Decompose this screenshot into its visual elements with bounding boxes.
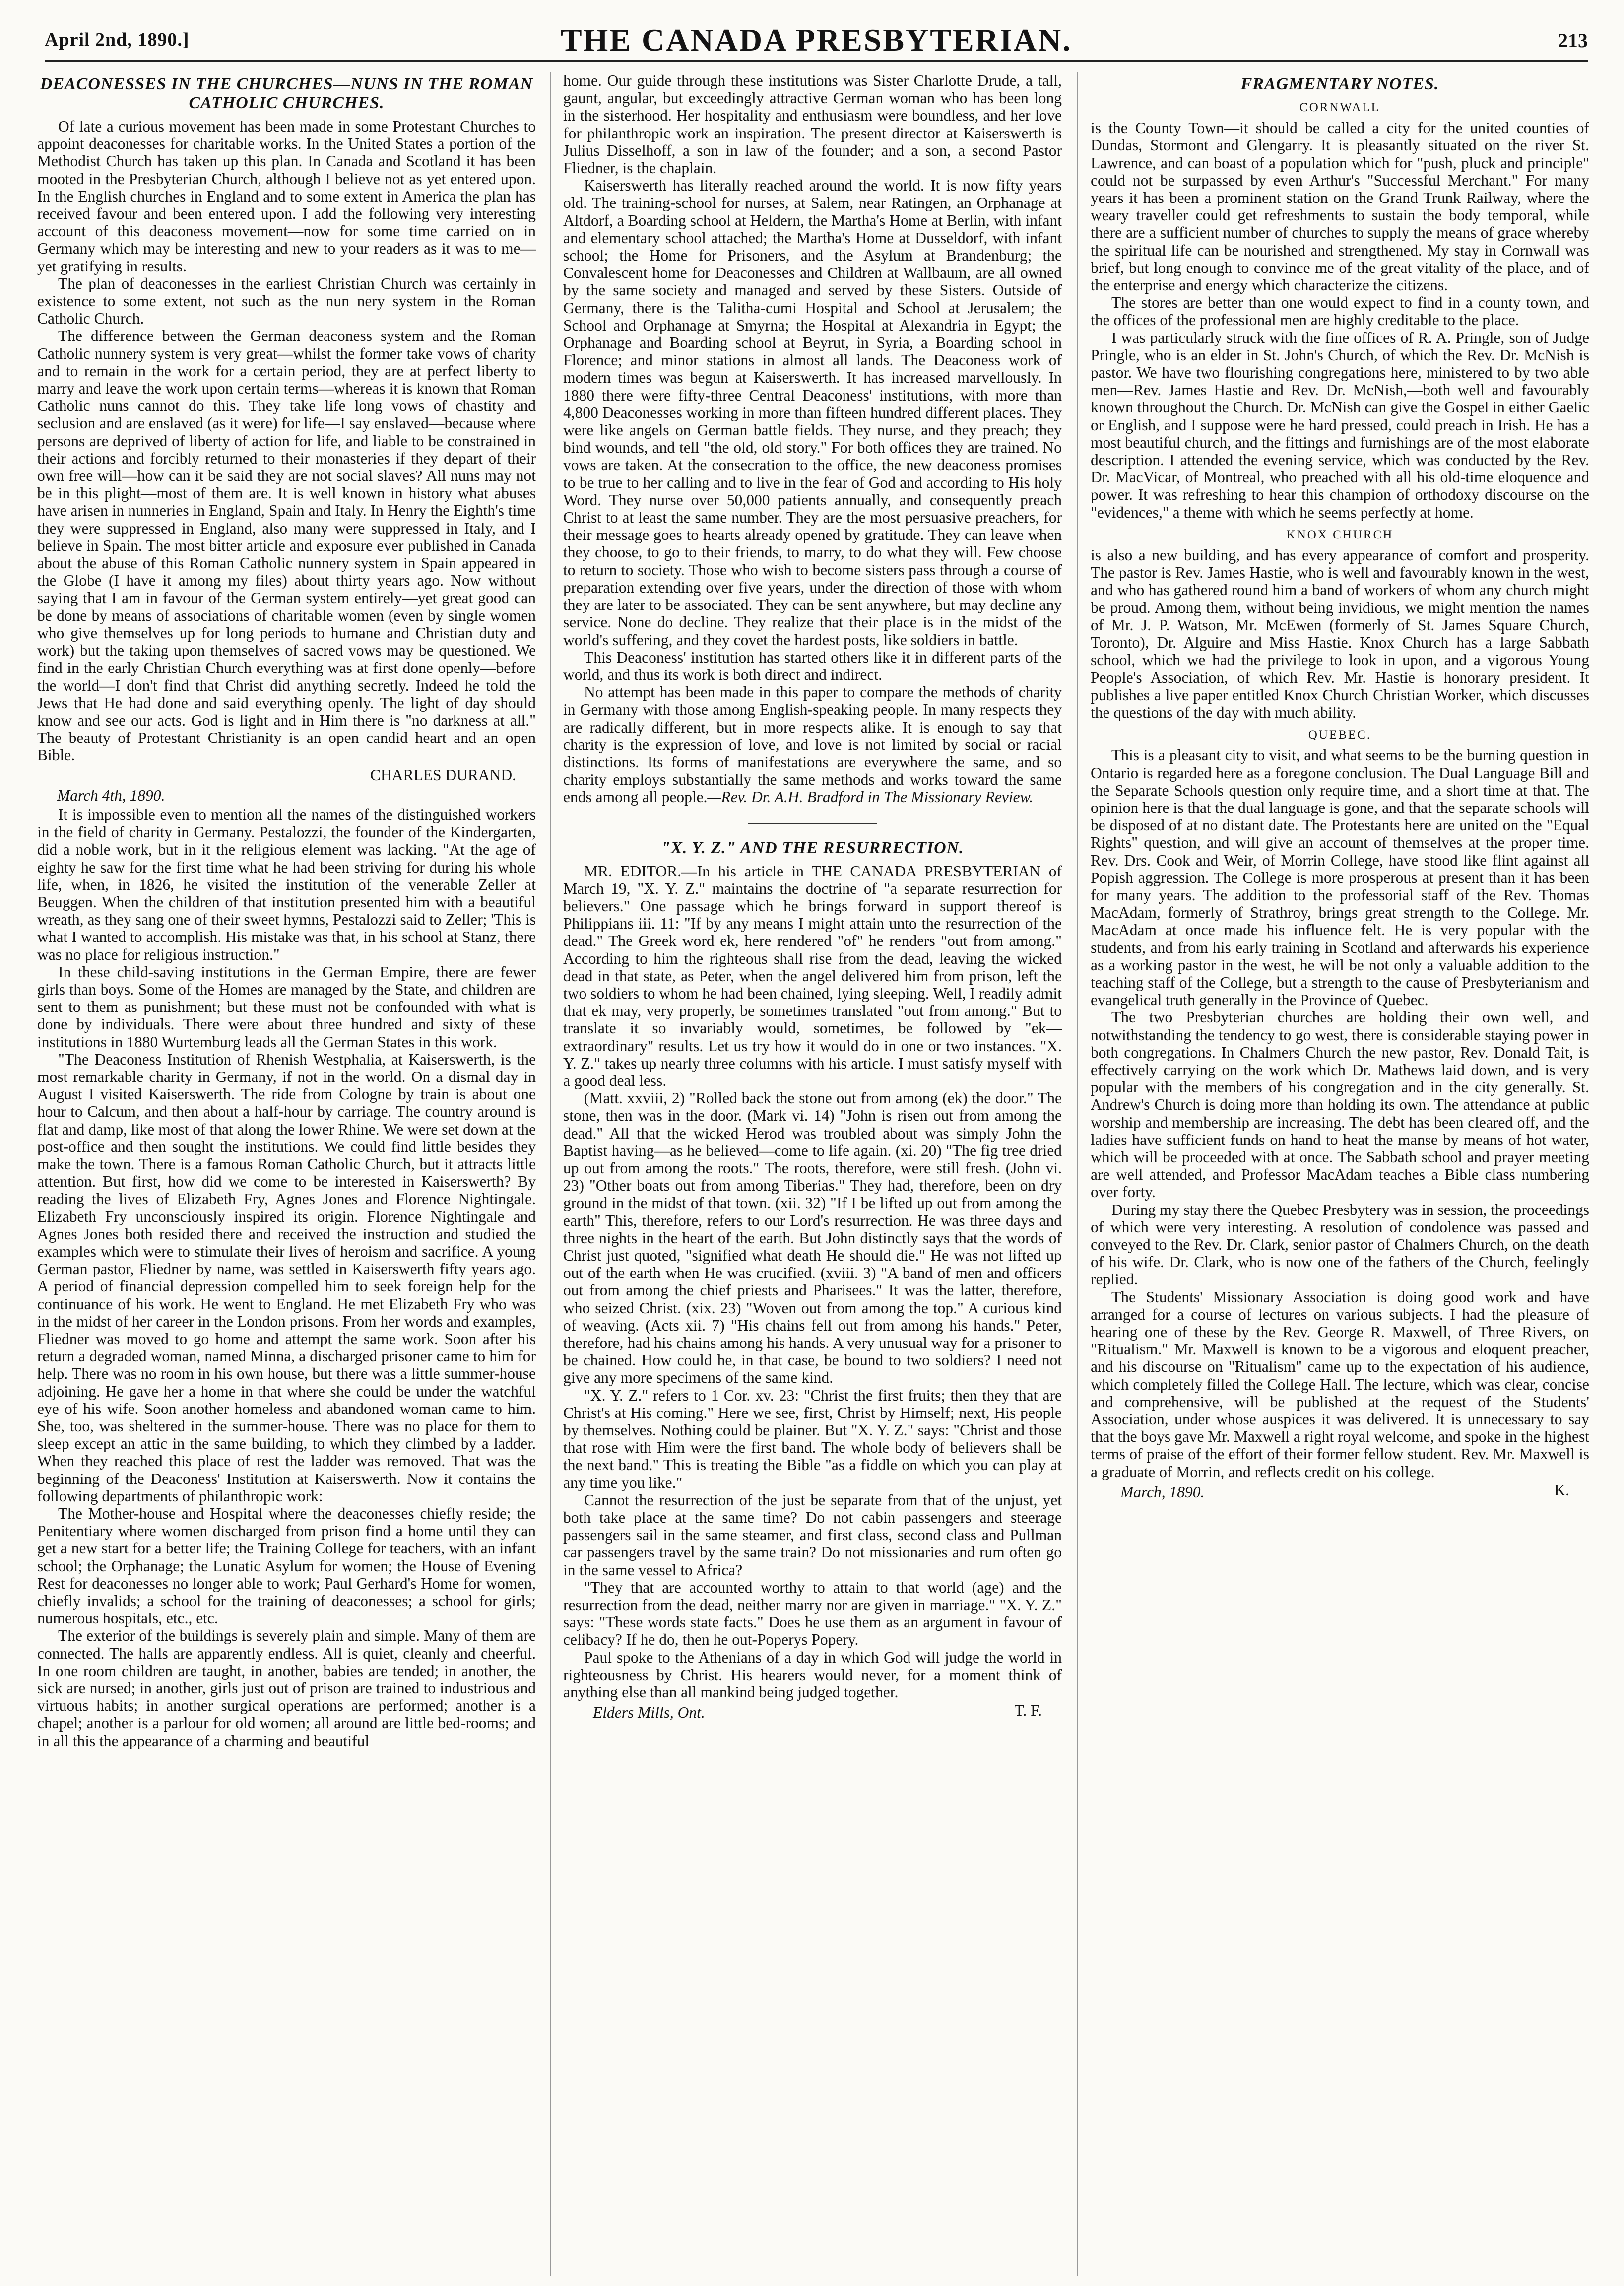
fragmentary-signature-line [1091, 1481, 1569, 1501]
paragraph: The plan of deaconesses in the earliest Christian Church was certainly in existence to some extent, not such as the nun nery system in the Roman Catholic Church. [37, 274, 536, 328]
section-heading: QUEBEC. [1308, 728, 1372, 742]
column-3 [1091, 72, 1589, 2276]
paragraph: (Matt. xxviii, 2) "Rolled back the stone out from among (ek) the door." The stone, then was in the door. (Mark vi. 14) "John is risen out from among the dead." All that the wicked Herod was troubled about was simply John the Baptist having—as he believed—come to life again. (xi. 20) "The fig tree dried up out from among the roots." The roots, therefore, were still fresh. (John vi. 23) "Other boats out from among Tiberias." They had, therefore, been on dry ground in the midst of that town. (xii. 32) "If I be lifted up out from among the earth" This, therefore, refers to our Lord's resurrection. He was three days and three nights in the heart of the earth. But John distinctly says that the words of Christ just quoted, "signified what death He should die." He was not lifted up out of the earth when He was crucified. (xviii. 3) "A band of men and officers out from among the chief priests and Pharisees." It was the latter, therefore, who seized Christ. (xix. 23) "Woven out from among the top." A curious kind of weaving. (Acts xii. 7) "His chains fell out from among his hands." Peter, therefore, had his chains among his hands. A very unusual way for a prisoner to be chained. How could he, in that case, be bound to two soldiers? I need not give any more specimens of the same kind. [563, 1089, 1062, 1387]
paragraph: In these child-saving institutions in the German Empire, there are fewer girls than boys. Some of the Homes are managed by the State, and children are sent to them as punishment; but these must not be confounded with what is done by individuals. There were about three hundred and sixty of these institutions in 1880 Wurtemburg leads all the German States in this work. [37, 963, 536, 1051]
paragraph: The stores are better than one would expect to find in a county town, and the offices of the professional men are highly creditable to the place. [1091, 294, 1589, 329]
paragraph: This is a pleasant city to visit, and what seems to be the burning question in Ontario is regarded here as a foregone conclusion. The Dual Language Bill and the Separate Schools question only require time, and a short time at that. The opinion here is that the dual language is gone, and that the separate schools will be disposed of at no distant date. The Protestants here are united on the "Equal Rights" question, and will give an account of themselves at the proper time. Rev. Drs. Cook and Weir, of Morrin College, have stood like flint against all Popish aggression. The College is more prosperous at present than it has been for many years. The addition to the professorial staff of the Rev. Thomas MacAdam, formerly of Strathroy, brings great strength to the College. Mr. MacAdam at once made his influence felt. He is very popular with the students, and from his early training in Scotland and afterwards his experience as a working pastor in the west, he will be not only a valuable addition to the teaching staff of the College, but a strength to the cause of Presbyterianism and evangelical truth generally in the Province of Quebec. [1091, 746, 1589, 1009]
article-signature: CHARLES DURAND. [370, 766, 516, 784]
paragraph: is the County Town—it should be called a city for the united counties of Dundas, Stormont and Glengarry. It is pleasantly situated on the river St. Lawrence, and can boast of a population which for "push, pluck and principle" could not be surpassed by even Arthur's "Successful Merchant." For many years it has been a prominent station on the Grand Trunk Railway, where the weary traveller could get refreshments to sustain the body temporal, while there are a sufficient number of churches to supply the means of grace whereby the spiritual life can be nourished and strengthened. My stay in Cornwall was brief, but long enough to convince me of the great vitality of the place, and of the enterprise and energy which characterize the citizens. [1091, 119, 1589, 294]
paragraph: home. Our guide through these institutions was Sister Charlotte Drude, a tall, gaunt, angular, but exceedingly attractive German woman who has been long in the sisterhood. Her hospitality and enthusiasm were boundless, and her love for philanthropic work an inspiration. The present director at Kaiserswerth is Julius Disselhoff, a son in law of the founder; and a son, a second Pastor Fliedner, is the chaplain. [563, 72, 1062, 177]
column-rule [550, 72, 551, 2276]
column-2 [563, 72, 1062, 2276]
paragraph: The two Presbyterian churches are holding their own well, and notwithstanding the tendency to go west, there is considerable staying power in both congregations. In Chalmers Church the new pastor, Rev. Donald Tait, is effectively carrying on the work which Dr. Mathews laid down, and is very popular with the members of his congregation and in the city generally. St. Andrew's Church is doing more than holding its own. The attendance at public worship and membership are increasing. The debt has been cleared off, and the ladies have sufficient funds on hand to heat the manse by means of hot water, which will be proceeded with at once. The Sabbath school and prayer meeting are well attended, and Professor MacAdam teaches a Bible class numbering over forty. [1091, 1009, 1589, 1201]
paragraph: Of late a curious movement has been made in some Protestant Churches to appoint deaconesses for charitable works. In the United States a portion of the Methodist Church has taken up this plan. In Canada and Scotland it has been mooted in the Presbyterian Church, although I believe not as yet entered upon. In the English churches in England and to some extent in America the plan has received favour and been entered upon. I add the following very interesting account of this deaconess movement—now for some time carried on in Germany which may be interesting and new to your readers as it was to me—yet gratifying in results. [37, 118, 536, 275]
paragraph-text: No attempt has been made in this paper to compare the methods of charity in Germany with those among English-speaking people. In many respects they are radically different, but in more respects alike. It is enough to say that charity is the expression of love, and love is not limited by social or racial distinctions. Its forms of manifestations are everywhere the same, and so charity employs substantially the same methods and works toward the same ends among all people. [563, 683, 1062, 806]
column-1 [37, 72, 536, 2276]
article-divider [748, 823, 877, 824]
paragraph: "X. Y. Z." refers to 1 Cor. xv. 23: "Christ the first fruits; then they that are Christ's at His coming." Here we see, first, Christ by Himself; next, His people by themselves. Nothing could be plainer. But "X. Y. Z." says: "Christ and those that rose with Him were the first band. The whole body of believers shall be the next band." This is treating the Bible "as a fiddle on which you can play at any time you like." [563, 1386, 1062, 1491]
paragraph: It is impossible even to mention all the names of the distinguished workers in the field of charity in Germany. Pestalozzi, the founder of the Kindergarten, did a noble work, but in it the religious element was lacking. "At the age of eighty he saw for the first time what he had been striving for during his whole life, when, in 1826, he visited the institution of the venerable Zeller at Beuggen. When the children of that institution presented him with a beautiful wreath, as they sang one of their sweet hymns, Pestalozzi said to Zeller; 'This is what I wanted to accomplish. His mistake was that, in his school at Stanz, there was no place for religious instruction." [37, 806, 536, 963]
article-dateline: March 4th, 1890. [57, 786, 165, 804]
issue-date: April 2nd, 1890.] [45, 29, 190, 50]
article-signature: K. [1554, 1481, 1569, 1499]
paragraph: Paul spoke to the Athenians of a day in which God will judge the world in righteousness by Christ. His hearers would never, for a moment think of anything else than all mankind being judged together. [563, 1648, 1062, 1701]
article-source: —Rev. Dr. A.H. Bradford in The Missionary Review. [707, 788, 1034, 806]
paragraph: is also a new building, and has every appearance of comfort and prosperity. The pastor is Rev. James Hastie, who is well and favourably known in the west, and who has gathered round him a band of workers of whom any church might be proud. Among them, without being invidious, we might mention the names of Mr. J. P. Watson, Mr. McEwen (formerly of St. James Square Church, Toronto), Dr. Alguire and Miss Hastie. Knox Church has a large Sabbath school, which we had the privilege to look in upon, and a vigorous Young People's Association, of which Rev. Mr. Hastie is honorary president. It publishes a live paper entitled Knox Church Christian Worker, which discusses the questions of the day with much ability. [1091, 546, 1589, 721]
article-place: Elders Mills, Ont. [593, 1704, 705, 1722]
page-number: 213 [1558, 29, 1588, 52]
paragraph: MR. EDITOR.—In his article in THE CANADA PRESBYTERIAN of March 19, "X. Y. Z." maintains the doctrine of "a separate resurrection for believers." One passage which he brings forward in support thereof is Philippians iii. 11: "If by any means I might attain unto the resurrection of the dead." The Greek word ek, here rendered "of" he renders "out from among." According to him the righteous shall rise from the dead, leaving the wicked dead in that state, as Peter, when the angel delivered him from prison, left the two soldiers to whom he had been chained, lying sleeping. Well, I readily admit that ek may, very properly, be sometimes translated "out from among." But to translate it so invariably would, sometimes, be followed by "ek—extraordinary" results. Let us try how it would do in one or two instances. "X. Y. Z." takes up nearly three columns with his article. I must satisfy myself with a good deal less. [563, 862, 1062, 1089]
paragraph: The Mother-house and Hospital where the deaconesses chiefly reside; the Penitentiary where women discharged from prison find a home until they can get a new start for a better life; the Training College for teachers, with an infant school; the Orphanage; the Lunatic Asylum for women; the House of Evening Rest for deaconesses no longer able to work; Paul Gerhard's Home for women, chiefly invalids; a school for the training of deaconesses; a school for girls; numerous hospitals, etc., etc. [37, 1505, 536, 1627]
column-rule [1077, 72, 1078, 2276]
paragraph: "The Deaconess Institution of Rhenish Westphalia, at Kaiserswerth, is the most remarkable charity in Germany, if not in the world. On a dismal day in August I visited Kaiserswerth. The ride from Cologne by train is about one hour to Calcum, and then about a half-hour by carriage. The country around is flat and damp, like most of that along the lower Rhine. We were set down at the post-office and then sought the institutions. We could find little besides they make the town. There is a famous Roman Catholic Church, but it attracts little attention. But first, how did we come to be interested in Kaiserswerth? By reading the lives of Elizabeth Fry, Agnes Jones and Florence Nightingale. Elizabeth Fry unconsciously inspired its origin. Florence Nightingale and Agnes Jones both resided there and received the instruction and studied the examples which were to stimulate their lives of heroism and sacrifice. A young German pastor, Fliedner by name, was settled in Kaiserswerth fifty years ago. A period of financial depression compelled him to seek foreign help for the continuance of his work. He went to England. He met Elizabeth Fry who was in the midst of her career in the London prisons. From her words and examples, Fliedner was moved to go home and attempt the same work. Soon after his return a degraded woman, named Minna, a discharged prisoner came to him for help. There was no room in his own house, but there was a little summer-house adjoining. He gave her a home in that where she could be under the watchful eye of his wife. Soon another homeless and abandoned woman came to him. She, too, was sheltered in the summer-house. There was no place for them to sleep except an attic in the same building, to which they climbed by a ladder. When they reached this place of rest the ladder was removed. That was the beginning of the Deaconess' Institution at Kaiserswerth. Now it contains the following departments of philanthropic work: [37, 1050, 536, 1505]
paragraph: The Students' Missionary Association is doing good work and have arranged for a course of lectures on various subjects. I had the pleasure of hearing one of these by the Rev. George R. Maxwell, of Three Rivers, on "Ritualism." Mr. Maxwell is known to be a vigorous and eloquent preacher, and his discourse on "Ritualism" came up to the expectation of his audience, which completely filled the College Hall. The lecture, which was clear, concise and comprehensive, will be published at the request of the Students' Association, under whose auspices it was delivered. It is unnecessary to say that the boys gave Mr. Maxwell a right royal welcome, and spoke in the highest terms of praise of the effort of their former fellow student. Rev. Mr. Maxwell is a graduate of Morrin, and reflects credit on his college. [1091, 1288, 1589, 1480]
paragraph: The exterior of the buildings is severely plain and simple. Many of them are connected. The halls are apparently endless. All is quiet, cleanly and cheerful. In one room children are taught, in another, babies are tended; in another, the sick are nursed; in another, girls just out of prison are trained to industrious and virtuous habits; in another surgical operations are performed; another is a chapel; another is a parlour for old women; all around are little bed-rooms; and in all this the appearance of a charming and beautiful [37, 1627, 536, 1749]
section-heading: KNOX CHURCH [1286, 528, 1394, 541]
article-dateline: March, 1890. [1120, 1483, 1205, 1501]
paragraph [563, 683, 1062, 806]
newspaper-title: THE CANADA PRESBYTERIAN. [560, 22, 1072, 58]
xyz-article-title: "X. Y. Z." AND THE RESURRECTION. [661, 838, 964, 857]
xyz-signature-line [563, 1702, 1042, 1721]
page-header [45, 20, 1588, 62]
paragraph: The difference between the German deaconess system and the Roman Catholic nunnery system is very great—whilst the former take vows of charity and to remain in the work for a certain period, they are at perfect liberty to marry and leave the work upon certain terms—whereas it is known that Roman Catholic nuns cannot do this. They take life long vows of chastity and seclusion and are enslaved (as it were) for life—I say enslaved—because where persons are deprived of liberty of action for life, and liable to be constrained in their actions and forcibly returned to their monasteries if they depart of their own free will—how can it be said they are not social slaves? All nuns may not be in this plight—most of them are. It is well known in history what abuses have arisen in nunneries in England, Spain and Italy. In Henry the Eighth's time they were suppressed in England, also many were suppressed in Italy, and I believe in Spain. The most bitter article and exposure ever published in Canada about the abuse of this Roman Catholic nunnery system in Spain appeared in the Globe (I have it among my files) about thirty years ago. Now without saying that I am in favour of the German system entirely—yet great good can be done by means of associations of charitable women (even by single women who give themselves up for long periods to humane and Christian duty and work) but the taking upon themselves of sacred vows may be questioned. We find in the early Christian Church everything was at first done openly—before the world—I don't find that Christ did anything secretly. Indeed he told the Jews that He had done and said everything openly. The light of day should know and see our acts. God is light and in Him there is "no darkness at all." The beauty of Protestant Christianity is an open candid heart and an open Bible. [37, 327, 536, 764]
article-signature: T. F. [1014, 1702, 1042, 1720]
deaconesses-article-title: DEACONESSES IN THE CHURCHES—NUNS IN THE ROMAN CATHOLIC CHURCHES. [40, 75, 533, 112]
paragraph: I was particularly struck with the fine offices of R. A. Pringle, son of Judge Pringle, who is an elder in St. John's Church, of which the Rev. Dr. McNish is pastor. We have two flourishing congregations here, ministered to by two able men—Rev. James Hastie and Rev. Dr. McNish,—both well and favourably known throughout the Church. Dr. McNish can give the Gospel in either Gaelic or English, and I suppose were he hard pressed, could preach in Irish. He has a most beautiful church, and the fittings and furnishings are of the most elaborate description. I attended the evening service, which was conducted by the Rev. Dr. MacVicar, of Montreal, who preached with all his old-time eloquence and power. It was refreshing to hear this champion of orthodoxy discourse on the "evidences," a theme with which he seems perfectly at home. [1091, 329, 1589, 521]
fragmentary-notes-title: FRAGMENTARY NOTES. [1240, 75, 1439, 93]
section-heading: CORNWALL [1299, 101, 1380, 114]
paragraph: "They that are accounted worthy to attain to that world (age) and the resurrection from the dead, neither marry nor are given in marriage." "X. Y. Z." says: "These words state facts." Does he use them as an argument in favour of celibacy? If he do, then he out-Poperys Popery. [563, 1578, 1062, 1649]
paragraph: Kaiserswerth has literally reached around the world. It is now fifty years old. The training-school for nurses, at Salem, near Ratingen, an Orphanage at Altdorf, a Boarding school at Heldern, the Martha's Home at Berlin, with infant and elementary school attached; the Martha's Home at Dusseldorf, with infant school; the Home for Prisoners, and the Asylum at Brandenburg; the Convalescent home for Deaconesses and Children at Wallbaum, are all owned by the same society and managed and served by these Sisters. Outside of Germany, there is the Talitha-cumi Hospital and School at Jerusalem; the School and Orphanage at Smyrna; the Hospital at Alexandria in Egypt; the Orphanage and Boarding school at Beyrut, in Syria, a Boarding school in Florence; and minor stations in almost all lands. The Deaconess work of modern times was begun at Kaiserswerth. It has increased marvellously. In 1880 there were fifty-three Central Deaconess' institutions, with more than 4,800 Deaconesses working in more than fifteen hundred different places. They were like angels on German battle fields. They nurse, and they preach; they bind wounds, and tell "the old, old story." For both offices they are trained. No vows are taken. At the consecration to the office, the new deaconess promises to be true to her calling and to live in the fear of God and according to His holy Word. They nurse over 50,000 patients annually, and consequently preach Christ to at least the same number. They are the most persuasive preachers, for their message goes to hearts already opened by gratitude. They can leave when they choose, to go to their friends, to marry, to do what they will. Few choose to return to society. Those who wish to become sisters pass through a course of preparation extending over five years, under the direction of those with whom they are later to be associated. They can be sent anywhere, but may decline any service. None do decline. They realize that their place is in the midst of the world's suffering, and they covet the hardest posts, like soldiers in battle. [563, 177, 1062, 649]
paragraph: During my stay there the Quebec Presbytery was in session, the proceedings of which were very interesting. A resolution of condolence was passed and conveyed to the Rev. Dr. Clark, senior pastor of Chalmers Church, on the death of his wife. Dr. Clark, who is now one of the fathers of the Church, feelingly replied. [1091, 1201, 1589, 1288]
paragraph: Cannot the resurrection of the just be separate from that of the unjust, yet both take place at the same time? Do not cabin passengers and steerage passengers sail in the same steamer, and first class, second class and Pullman car passengers travel by the same train? Do not missionaries and rum often go in the same vessel to Africa? [563, 1491, 1062, 1579]
paragraph: This Deaconess' institution has started others like it in different parts of the world, and thus its work is both direct and indirect. [563, 648, 1062, 683]
